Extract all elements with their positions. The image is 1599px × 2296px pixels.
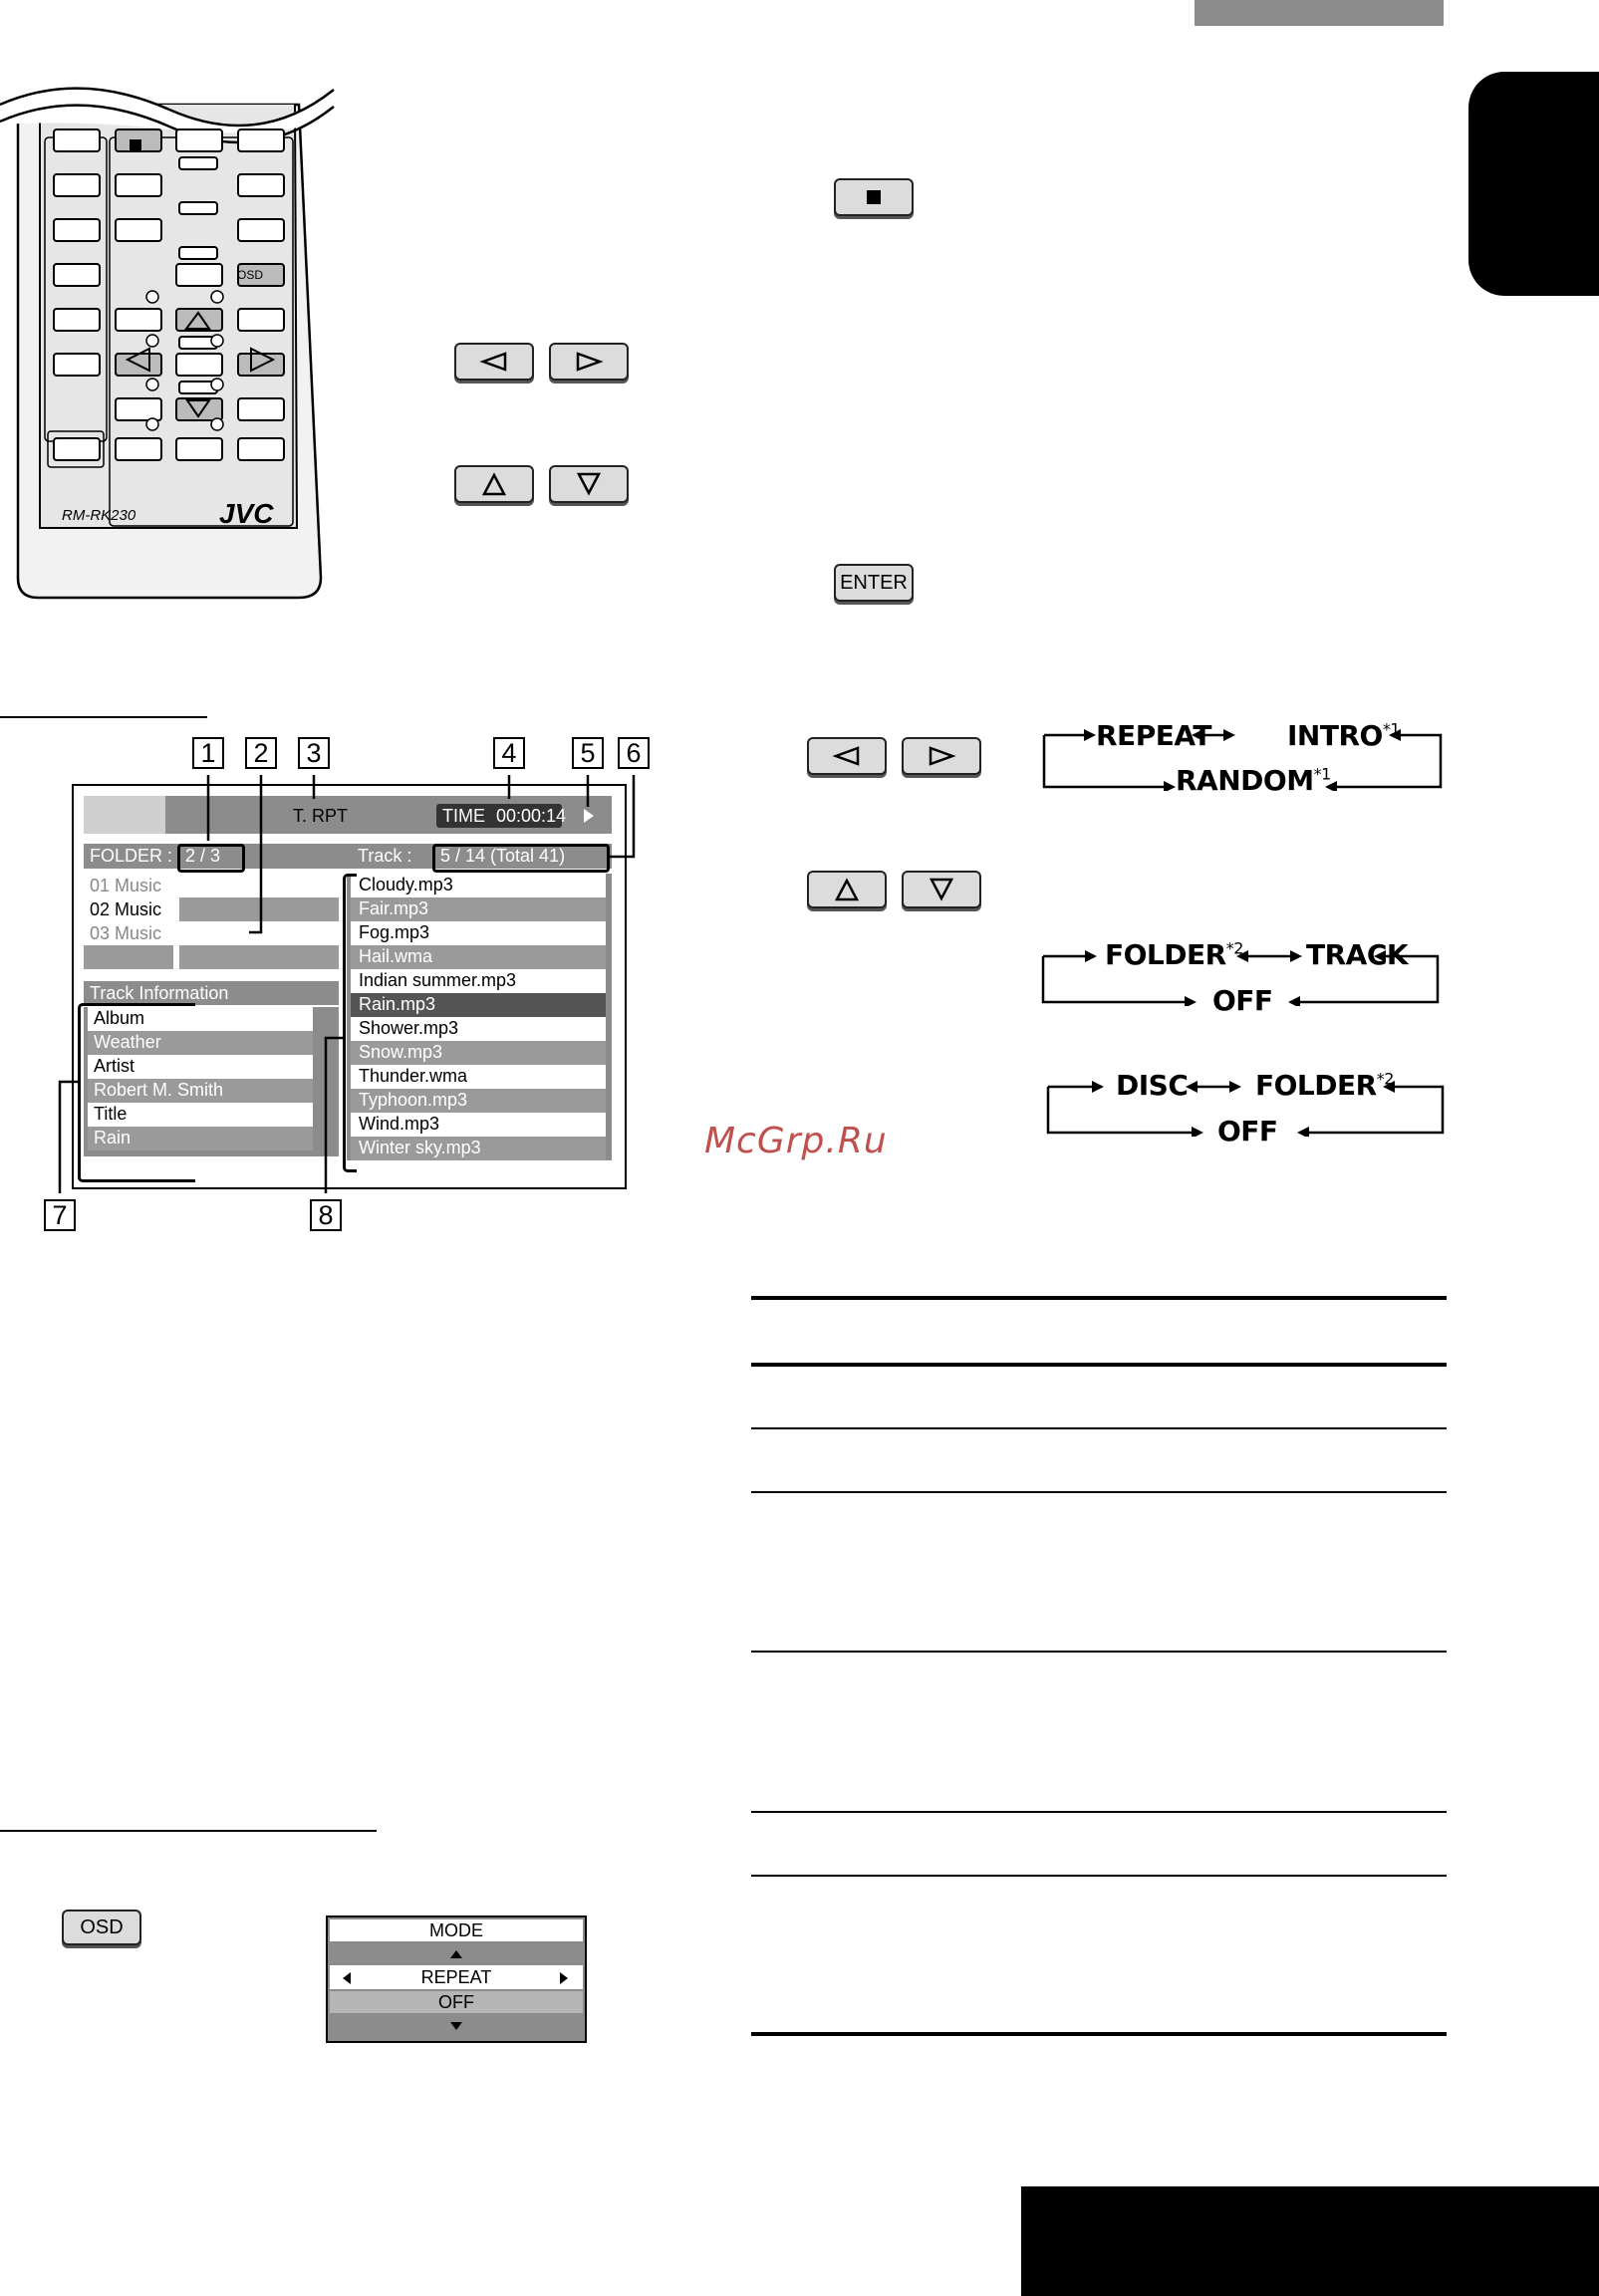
down-arrow-button[interactable] bbox=[549, 465, 629, 503]
svg-text:JVC: JVC bbox=[219, 498, 274, 529]
stop-icon bbox=[864, 187, 884, 207]
track-info-title-label: Title bbox=[94, 1104, 128, 1124]
callout-leaders bbox=[0, 737, 658, 1235]
right-arrow-icon[interactable] bbox=[559, 1971, 569, 1985]
table-rule-5 bbox=[751, 1875, 1447, 1877]
stop-button[interactable] bbox=[834, 178, 914, 216]
callout-4: 4 bbox=[493, 737, 525, 769]
left-arrow-button[interactable] bbox=[454, 343, 534, 381]
up-triangle-icon bbox=[832, 878, 862, 901]
track-info-title: Track Information bbox=[90, 983, 229, 1003]
section-underline-1 bbox=[0, 716, 207, 718]
cycle3-off: OFF bbox=[1217, 1115, 1278, 1148]
cycle1-random-label: RANDOM bbox=[1176, 764, 1314, 797]
cycle3-folder-label: FOLDER bbox=[1255, 1069, 1377, 1102]
cycle2-folder-label: FOLDER bbox=[1105, 938, 1226, 971]
left-arrow-button-2[interactable] bbox=[807, 737, 887, 775]
mode-menu-value: OFF bbox=[438, 1992, 474, 2012]
list-item-selected[interactable]: Rain.mp3 bbox=[359, 994, 436, 1014]
header-bar bbox=[1195, 0, 1444, 26]
list-item[interactable]: 03 Music bbox=[90, 923, 162, 943]
down-triangle-icon bbox=[574, 472, 604, 496]
folder-value: 2 / 3 bbox=[185, 846, 221, 866]
cycle1-intro-label: INTRO bbox=[1287, 719, 1383, 752]
cycle1-random bbox=[1176, 764, 1331, 797]
repeat-cycle-diagram bbox=[1042, 719, 1447, 797]
track-label: Track : bbox=[358, 846, 412, 866]
up-arrow-icon[interactable] bbox=[449, 1949, 463, 1959]
list-item[interactable]: Winter sky.mp3 bbox=[359, 1138, 481, 1157]
callout-6: 6 bbox=[618, 737, 650, 769]
right-triangle-icon bbox=[927, 746, 956, 766]
enter-button[interactable] bbox=[834, 564, 914, 602]
list-item[interactable]: 02 Music bbox=[90, 899, 162, 919]
mode-menu bbox=[326, 1915, 587, 2043]
track-value: 5 / 14 (Total 41) bbox=[440, 846, 566, 866]
section-underline-2 bbox=[0, 1830, 377, 1832]
watermark: McGrp.Ru bbox=[704, 1121, 888, 1161]
right-arrow-button-2[interactable] bbox=[902, 737, 981, 775]
list-item[interactable]: Shower.mp3 bbox=[359, 1018, 459, 1038]
page-number-block bbox=[1021, 2186, 1599, 2296]
disc-folder-cycle-diagram bbox=[1046, 1065, 1445, 1148]
cycle2-folder-note: *2 bbox=[1225, 938, 1243, 958]
enter-label: ENTER bbox=[840, 571, 908, 594]
list-item[interactable]: Typhoon.mp3 bbox=[359, 1090, 468, 1110]
osd-button[interactable] bbox=[62, 1910, 141, 1945]
list-item[interactable]: Fog.mp3 bbox=[359, 922, 430, 942]
cycle1-intro bbox=[1287, 719, 1400, 752]
table-rule-4 bbox=[751, 1811, 1447, 1813]
down-arrow-button-2[interactable] bbox=[902, 871, 981, 908]
table-rule-3 bbox=[751, 1651, 1447, 1653]
cycle1-intro-note: *1 bbox=[1382, 719, 1401, 739]
list-item[interactable]: Cloudy.mp3 bbox=[359, 875, 453, 894]
left-triangle-icon bbox=[832, 746, 862, 766]
repeat-mode-text: T. RPT bbox=[293, 806, 349, 826]
mode-menu-item[interactable]: REPEAT bbox=[420, 1967, 492, 1987]
track-info-album-label: Album bbox=[94, 1008, 145, 1028]
list-item[interactable]: Indian summer.mp3 bbox=[359, 970, 517, 990]
cycle3-folder bbox=[1255, 1069, 1394, 1102]
right-triangle-icon bbox=[574, 352, 604, 372]
down-triangle-icon bbox=[927, 878, 956, 901]
cycle2-folder bbox=[1105, 938, 1243, 971]
mode-menu-title: MODE bbox=[429, 1920, 483, 1940]
track-info-album: Weather bbox=[94, 1032, 161, 1052]
left-triangle-icon bbox=[479, 352, 509, 372]
cycle3-folder-note: *2 bbox=[1376, 1069, 1394, 1089]
callout-5: 5 bbox=[572, 737, 604, 769]
up-arrow-button[interactable] bbox=[454, 465, 534, 503]
list-item[interactable]: Wind.mp3 bbox=[359, 1114, 440, 1134]
track-info-artist-label: Artist bbox=[94, 1056, 135, 1076]
callout-2: 2 bbox=[245, 737, 277, 769]
list-item[interactable]: Fair.mp3 bbox=[359, 898, 429, 918]
remote-model-text: RM-RK230 bbox=[62, 507, 136, 524]
cycle3-disc: DISC bbox=[1116, 1069, 1189, 1102]
up-triangle-icon bbox=[479, 472, 509, 496]
table-rule-bottom bbox=[751, 2032, 1447, 2036]
list-item[interactable]: Snow.mp3 bbox=[359, 1042, 443, 1062]
down-arrow-icon[interactable] bbox=[449, 2021, 463, 2031]
track-info-artist: Robert M. Smith bbox=[94, 1080, 224, 1100]
folder-track-cycle-diagram bbox=[1041, 934, 1440, 1017]
callout-3: 3 bbox=[298, 737, 330, 769]
svg-text:OSD: OSD bbox=[236, 268, 264, 282]
cycle2-off: OFF bbox=[1212, 984, 1273, 1017]
callout-7: 7 bbox=[44, 1199, 76, 1231]
time-label: TIME bbox=[442, 806, 485, 826]
language-tab bbox=[1468, 72, 1599, 296]
cycle1-random-note: *1 bbox=[1313, 764, 1331, 784]
table-rule-1 bbox=[751, 1427, 1447, 1429]
folder-label: FOLDER : bbox=[90, 846, 173, 866]
table-rule-top bbox=[751, 1296, 1447, 1300]
list-item[interactable]: 01 Music bbox=[90, 876, 162, 895]
osd-button-label: OSD bbox=[80, 1915, 124, 1938]
remote-control-illustration bbox=[0, 60, 339, 603]
time-value: 00:00:14 bbox=[496, 806, 567, 826]
right-arrow-button[interactable] bbox=[549, 343, 629, 381]
cycle1-repeat: REPEAT bbox=[1096, 719, 1211, 752]
up-arrow-button-2[interactable] bbox=[807, 871, 887, 908]
list-item[interactable]: Thunder.wma bbox=[359, 1066, 468, 1086]
callout-1: 1 bbox=[192, 737, 224, 769]
cycle2-track: TRACK bbox=[1306, 938, 1409, 971]
table-rule-head bbox=[751, 1363, 1447, 1367]
list-item[interactable]: Hail.wma bbox=[359, 946, 433, 966]
callout-8: 8 bbox=[310, 1199, 342, 1231]
table-rule-2 bbox=[751, 1491, 1447, 1493]
track-info-title: Rain bbox=[94, 1128, 132, 1148]
